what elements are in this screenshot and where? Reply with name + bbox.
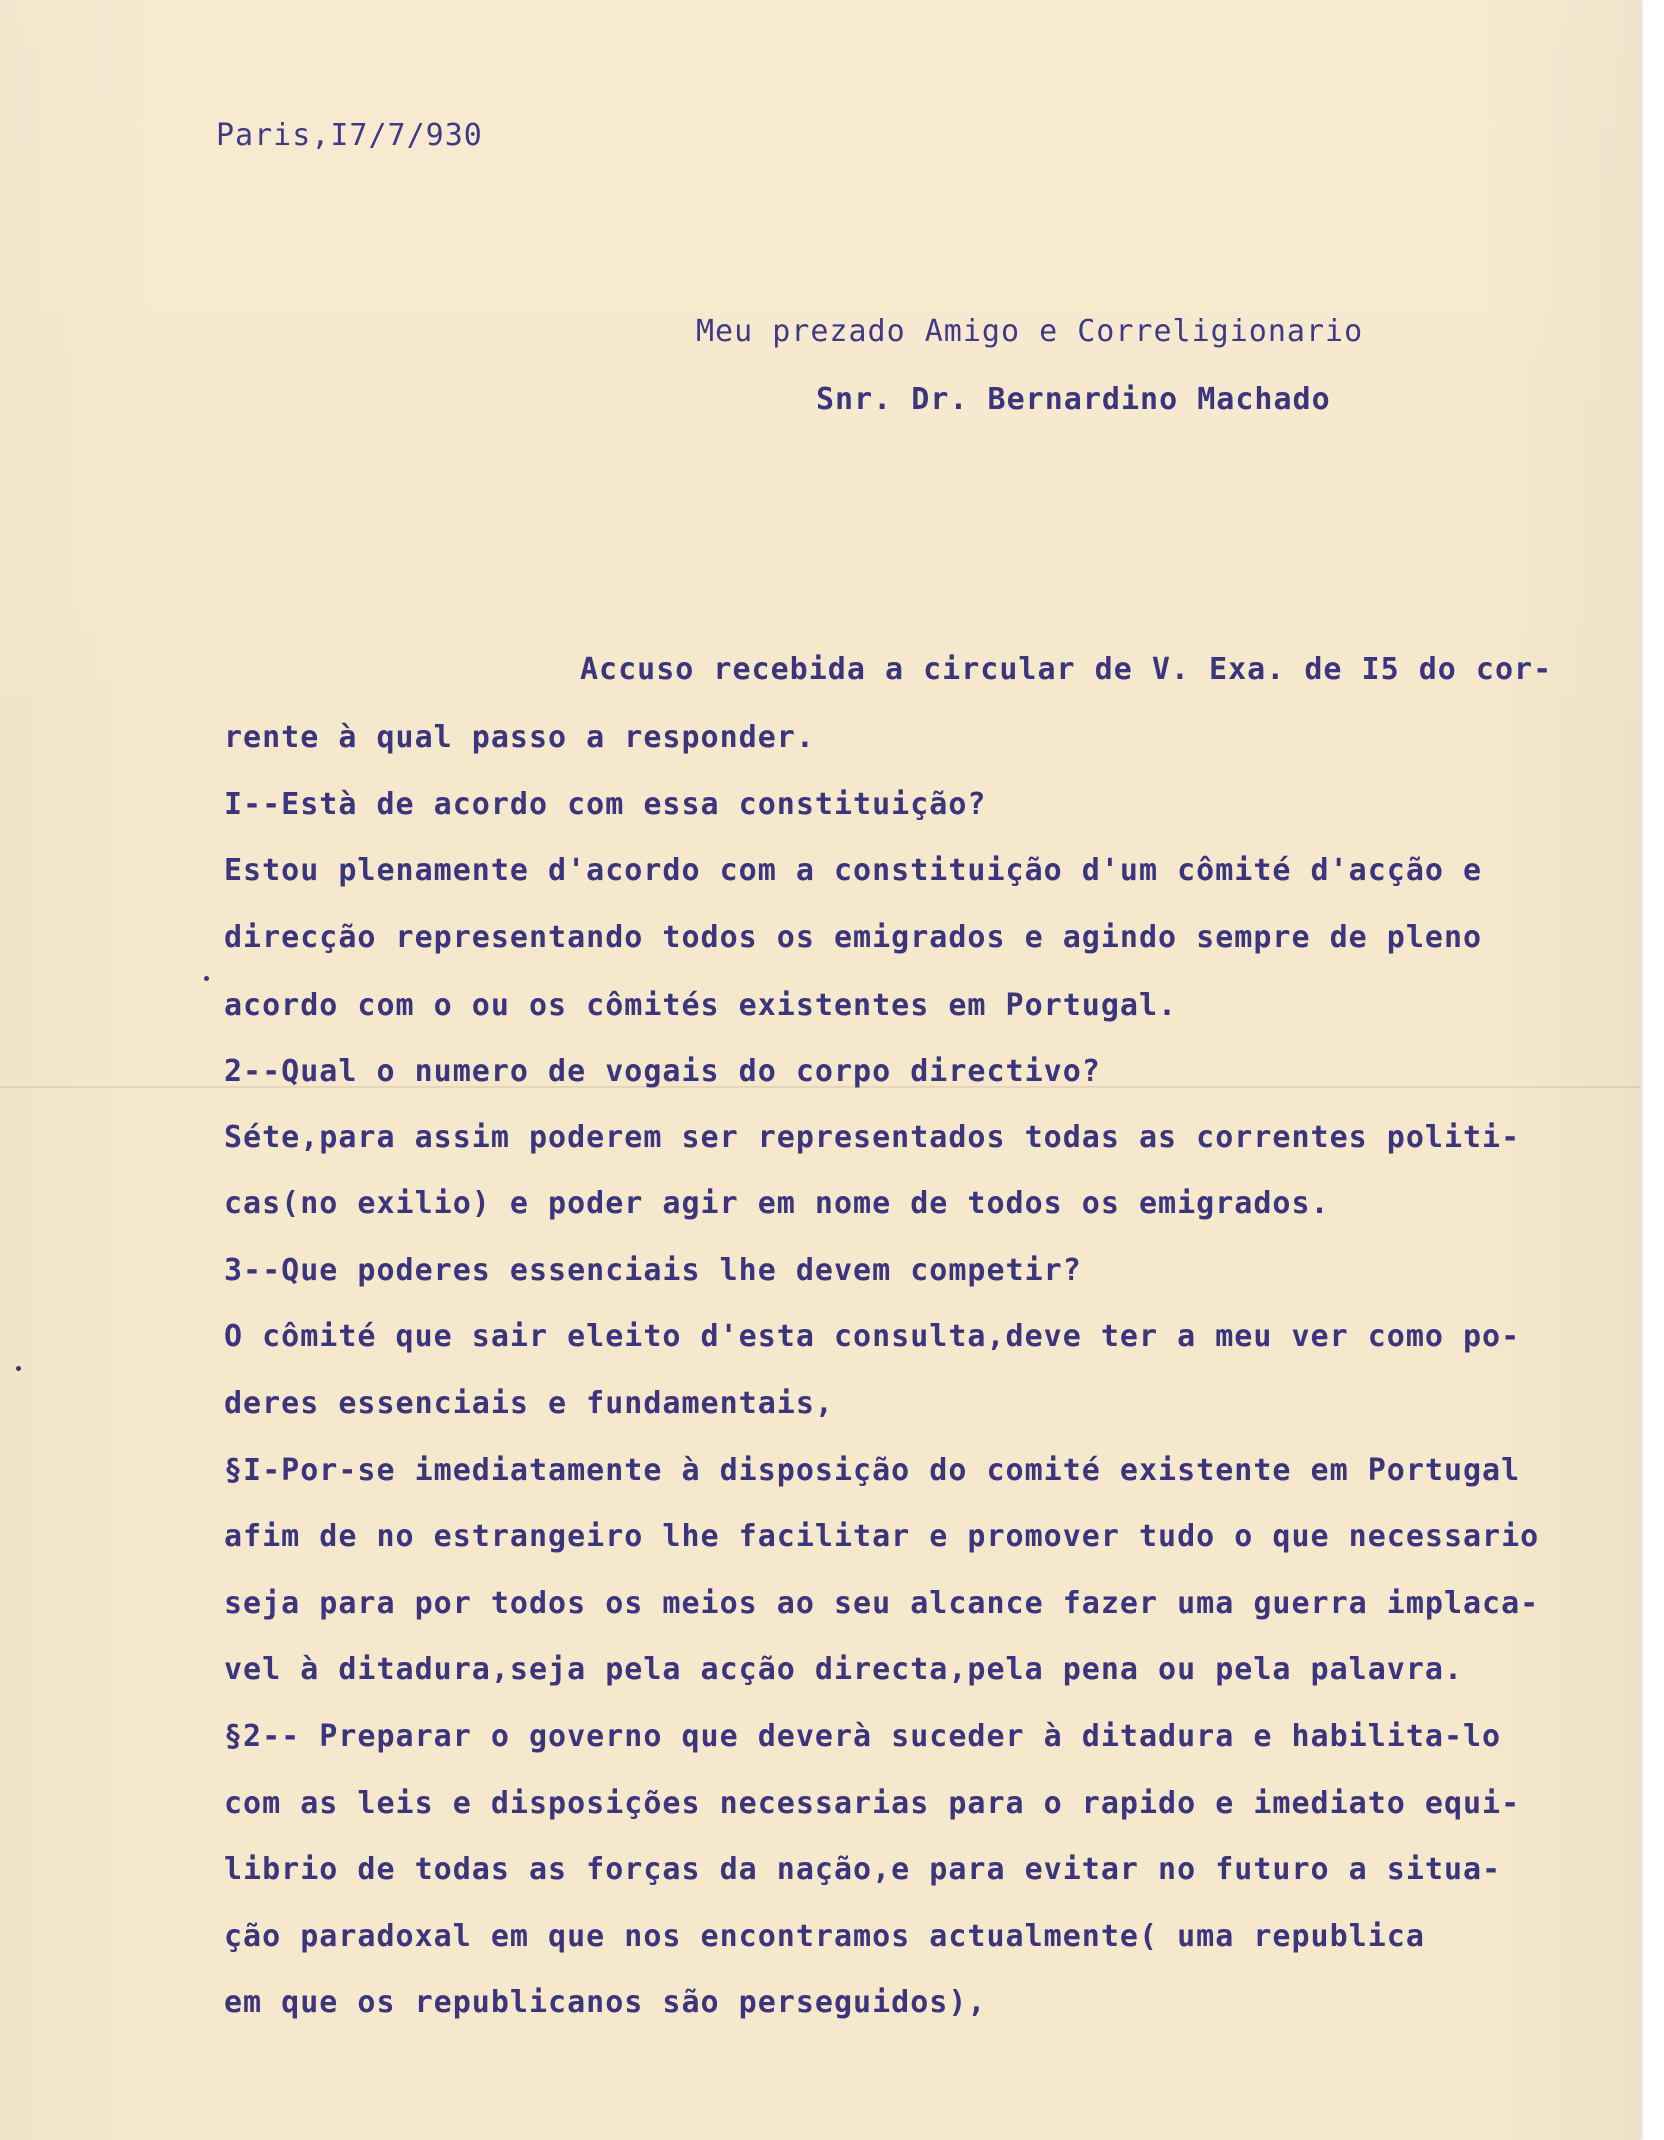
body-line-6: acordo com o ou os cômités existentes em Portugal. (224, 988, 1178, 1023)
body-line-20: ção paradoxal em que nos encontramos actualmente( uma republica (224, 1919, 1425, 1954)
body-line-10: 3--Que poderes essenciais lhe devem competir? (224, 1253, 1082, 1288)
body-line-9: cas(no exilio) e poder agir em nome de todos os emigrados. (224, 1186, 1330, 1221)
body-line-19: librio de todas as forças da nação,e para evitar no futuro a situa- (224, 1852, 1502, 1887)
body-line-1: Accuso recebida a circular de V. Exa. de I5 do cor- (580, 652, 1553, 687)
body-line-7: 2--Qual o numero de vogais do corpo directivo? (224, 1054, 1101, 1089)
body-line-5: direcção representando todos os emigrados e agindo sempre de pleno (224, 920, 1483, 955)
body-line-13: §I-Por-se imediatamente à disposição do comité existente em Portugal (224, 1453, 1521, 1488)
ink-speck (16, 1366, 21, 1371)
body-line-8: Séte,para assim poderem ser representados todas as correntes politi- (224, 1120, 1521, 1155)
ink-speck (204, 976, 209, 981)
body-line-11: O cômité que sair eleito d'esta consulta,deve ter a meu ver como po- (224, 1319, 1521, 1354)
body-line-4: Estou plenamente d'acordo com a constituição d'um cômité d'acção e (224, 853, 1483, 888)
body-line-21: em que os republicanos são perseguidos), (224, 1985, 987, 2020)
body-line-15: seja para por todos os meios ao seu alcance fazer uma guerra implaca- (224, 1586, 1540, 1621)
body-line-18: com as leis e disposições necessarias para o rapido e imediato equi- (224, 1786, 1521, 1821)
body-line-14: afim de no estrangeiro lhe facilitar e promover tudo o que necessario (224, 1519, 1540, 1554)
body-line-16: vel à ditadura,seja pela acção directa,pela pena ou pela palavra. (224, 1652, 1463, 1687)
body-line-12: deres essenciais e fundamentais, (224, 1386, 834, 1421)
letter-salutation: Meu prezado Amigo e Correligionario (696, 314, 1364, 349)
letter-addressee: Snr. Dr. Bernardino Machado (816, 382, 1331, 417)
body-line-3: I--Està de acordo com essa constituição? (224, 787, 987, 822)
body-line-17: §2-- Preparar o governo que deverà suceder à ditadura e habilita-lo (224, 1719, 1502, 1754)
body-line-2: rente à qual passo a responder. (224, 720, 815, 755)
letter-date: Paris,I7/7/930 (216, 118, 483, 153)
